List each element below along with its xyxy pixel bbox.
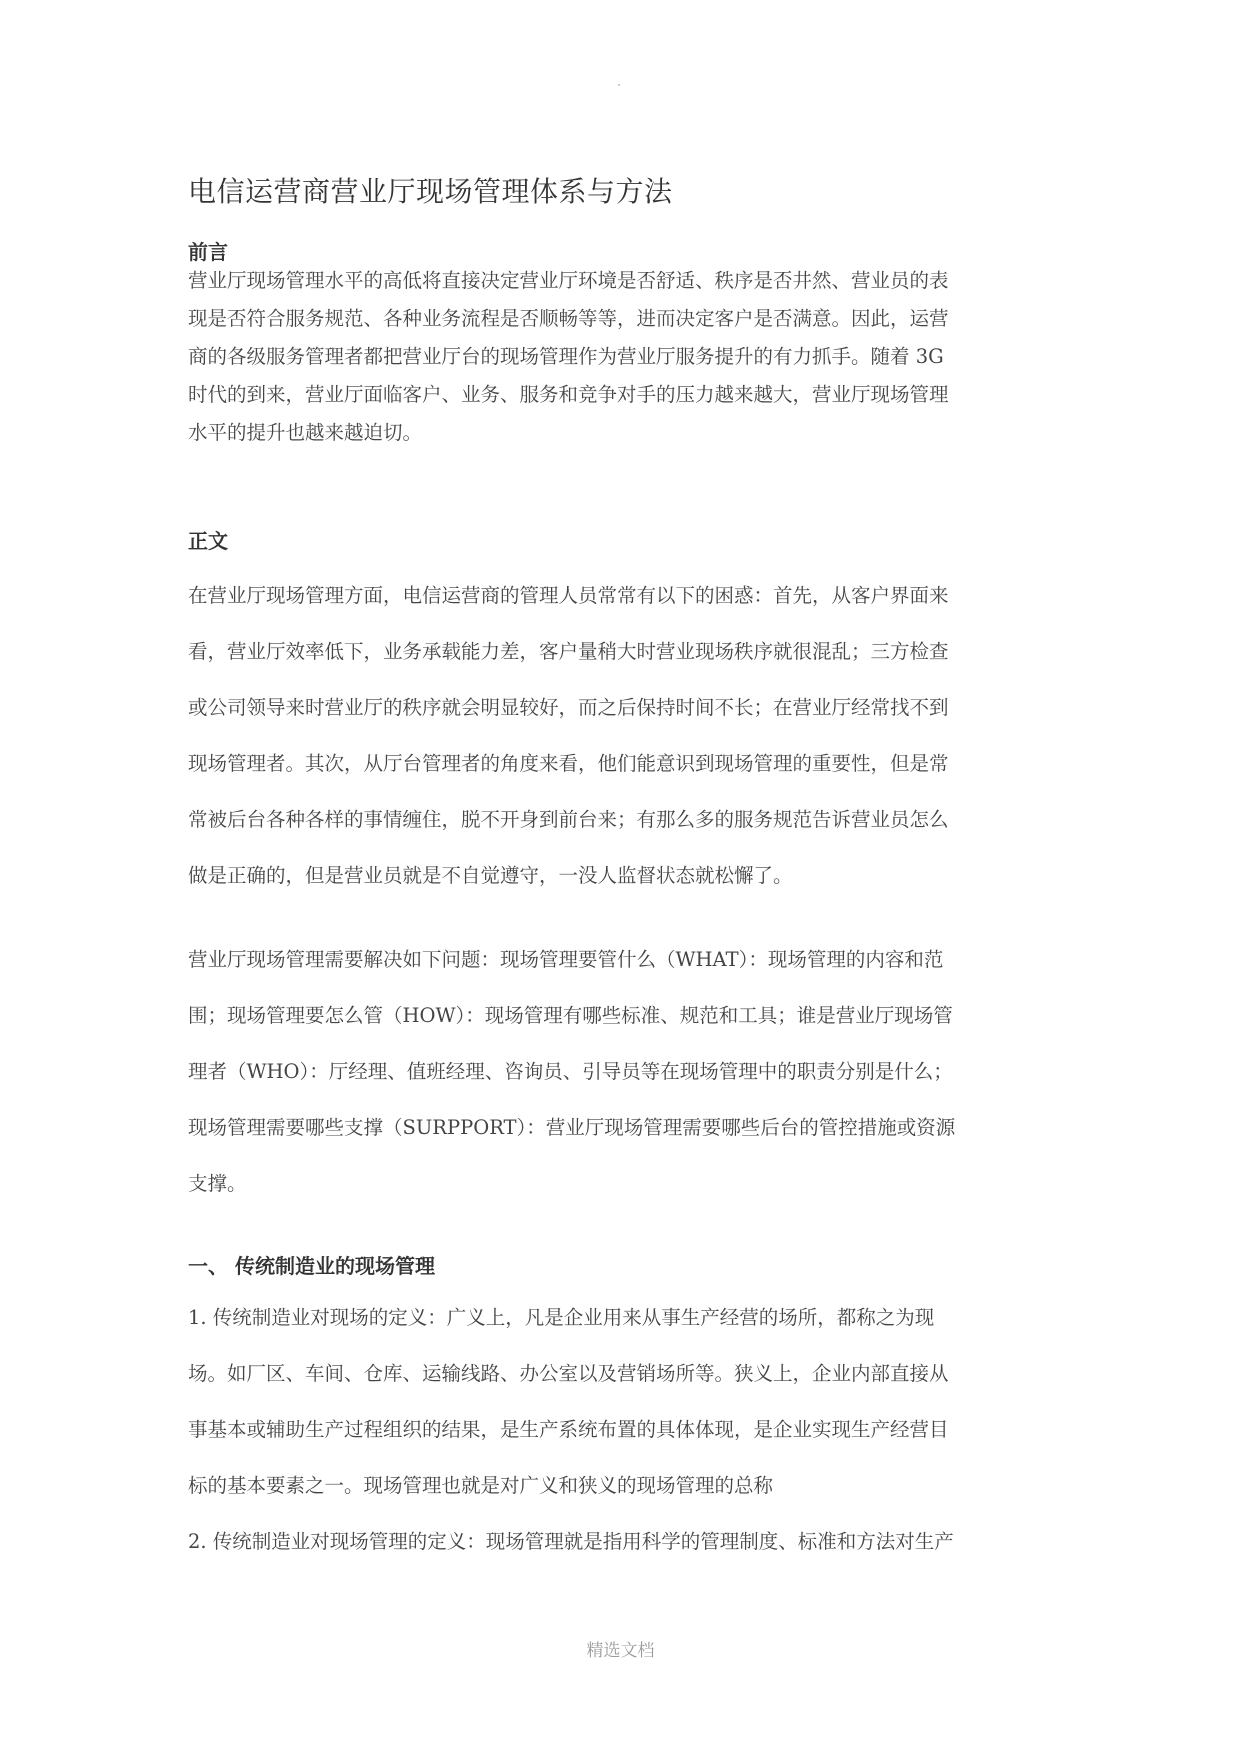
paragraph-line: 现场管理需要哪些支撑（SURPPORT）：营业厅现场管理需要哪些后台的管控措施或资源: [188, 1116, 956, 1139]
paragraph-line: 营业厅现场管理需要解决如下问题：现场管理要管什么（WHAT）：现场管理的内容和范: [188, 948, 944, 971]
paragraph-line: 营业厅现场管理水平的高低将直接决定营业厅环境是否舒适、秩序是否井然、营业员的表: [188, 269, 949, 292]
paragraph-line: 支撑。: [188, 1172, 247, 1195]
preface-heading: 前言: [188, 240, 228, 264]
paragraph-line: 2. 传统制造业对现场管理的定义：现场管理就是指用科学的管理制度、标准和方法对生产: [188, 1530, 954, 1553]
paragraph-line: 场。如厂区、车间、仓库、运输线路、办公室以及营销场所等。狭义上，企业内部直接从: [188, 1362, 949, 1385]
body-paragraph-1: [188, 568, 1048, 904]
body-paragraph-2: [188, 932, 1048, 1212]
paragraph-line: 1. 传统制造业对现场的定义：广义上，凡是企业用来从事生产经营的场所，都称之为现: [188, 1306, 935, 1329]
paragraph-line: 做是正确的，但是营业员就是不自觉遵守，一没人监督状态就松懈了。: [188, 864, 793, 887]
paragraph-line: 常被后台各种各样的事情缠住，脱不开身到前台来；有那么多的服务规范告诉营业员怎么: [188, 808, 949, 831]
header-dot: [618, 84, 620, 86]
paragraph-line: 理者（WHO）：厅经理、值班经理、咨询员、引导员等在现场管理中的职责分别是什么；: [188, 1060, 953, 1083]
paragraph-line: 围；现场管理要怎么管（HOW）：现场管理有哪些标准、规范和工具；谁是营业厅现场管: [188, 1004, 953, 1027]
paragraph-line: 现场管理者。其次，从厅台管理者的角度来看，他们能意识到现场管理的重要性，但是常: [188, 752, 949, 775]
paragraph-line: 商的各级服务管理者都把营业厅台的现场管理作为营业厅服务提升的有力抓手。随着 3G: [188, 345, 944, 368]
paragraph-line: 在营业厅现场管理方面，电信运营商的管理人员常常有以下的困惑：首先，从客户界面来: [188, 584, 949, 607]
body-heading: 正文: [188, 529, 228, 553]
paragraph-line: 时代的到来，营业厅面临客户、业务、服务和竞争对手的压力越来越大，营业厅现场管理: [188, 383, 949, 406]
paragraph-line: 或公司领导来时营业厅的秩序就会明显较好，而之后保持时间不长；在营业厅经常找不到: [188, 696, 949, 719]
paragraph-line: 事基本或辅助生产过程组织的结果，是生产系统布置的具体体现，是企业实现生产经营目: [188, 1418, 949, 1441]
paragraph-line: 看，营业厅效率低下，业务承载能力差，客户量稍大时营业现场秩序就很混乱；三方检查: [188, 640, 949, 663]
document-title: 电信运营商营业厅现场管理体系与方法: [188, 175, 673, 208]
preface-paragraph: [188, 262, 1048, 452]
paragraph-line: 标的基本要素之一。现场管理也就是对广义和狭义的现场管理的总称: [188, 1474, 774, 1497]
section1-heading: 一、 传统制造业的现场管理: [188, 1254, 435, 1278]
page-footer: 精选文档: [586, 1641, 655, 1661]
paragraph-line: 现是否符合服务规范、各种业务流程是否顺畅等等，进而决定客户是否满意。因此，运营: [188, 307, 949, 330]
section1-paragraph: [188, 1290, 1048, 1570]
paragraph-line: 水平的提升也越来越迫切。: [188, 421, 423, 444]
